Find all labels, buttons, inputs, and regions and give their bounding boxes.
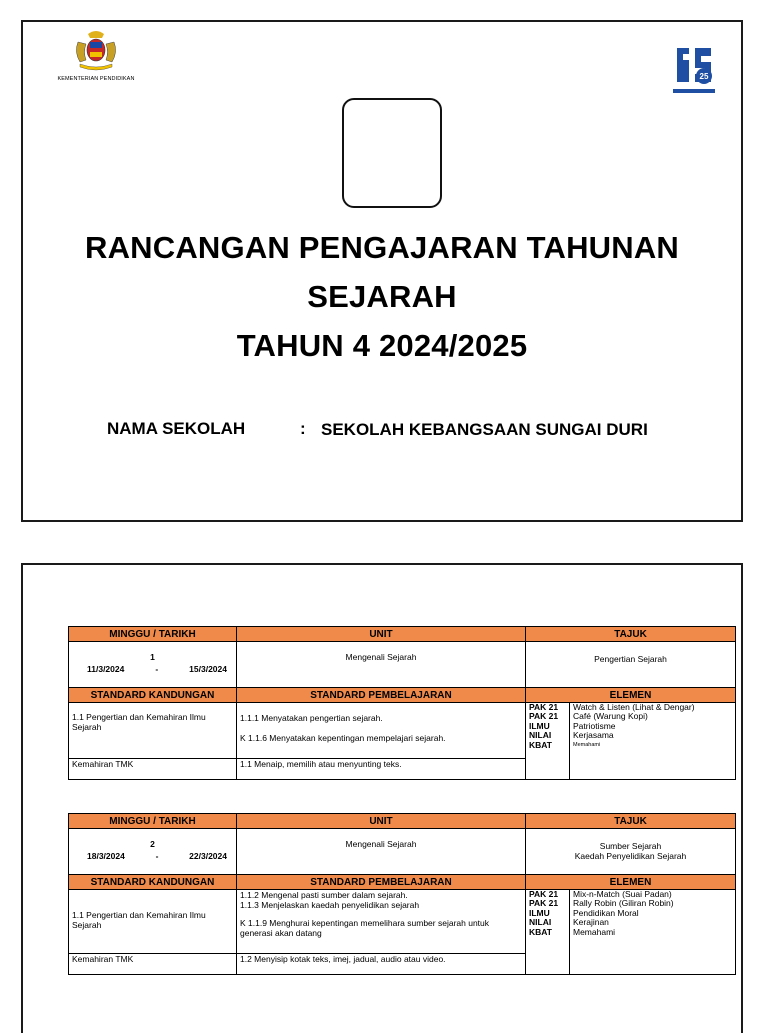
unit-text: Mengenali Sejarah [345, 652, 417, 662]
sp-cell [237, 890, 526, 954]
sp-tmk-cell [237, 758, 526, 779]
school-colon: : [300, 419, 306, 438]
element-value: Mix-n-Match (Suai Padan) [573, 889, 672, 899]
sp-tmk-text: 1.1 Menaip, memilih atau menyunting teks. [240, 758, 402, 769]
element-key: KBAT [529, 926, 552, 937]
sp-line: 1.1.1 Menyatakan pengertian sejarah. [240, 713, 383, 723]
week-number: 2 [150, 839, 155, 849]
unit-text: Mengenali Sejarah [345, 839, 417, 849]
header-tajuk: TAJUK [526, 627, 736, 642]
element-value: Watch & Listen (Lihat & Dengar) [573, 702, 695, 712]
tajuk-cell [526, 642, 736, 688]
element-key: ILMU [529, 720, 550, 731]
title-line-1: RANCANGAN PENGAJARAN TAHUNAN [84, 230, 680, 265]
week-date-cell [69, 829, 237, 875]
sp-line: 1.1.3 Menjelaskan kaedah penyelidikan sejarah [240, 900, 420, 910]
element-key: ILMU [529, 907, 550, 918]
element-value: Café (Warung Kopi) [573, 711, 648, 722]
element-value: Pendidikan Moral [573, 907, 639, 918]
week-table [68, 626, 736, 780]
sk-text: 1.1 Pengertian dan Kemahiran Ilmu Sejarah [72, 910, 206, 930]
element-value: Memahami [573, 741, 601, 748]
header-minggu: MINGGU / TARIKH [69, 627, 237, 642]
header-standard-pembelajaran: STANDARD PEMBELAJARAN [237, 875, 526, 890]
element-value: Rally Robin (Giliran Robin) [573, 898, 674, 909]
element-key: NILAI [529, 917, 552, 928]
sp-line: K 1.1.9 Menghurai kepentingan memelihara sumber sejarah untuk generasi akan datang [240, 918, 490, 938]
badge-number: 25 [699, 72, 709, 81]
unit-cell [237, 829, 526, 875]
header-minggu: MINGGU / TARIKH [69, 814, 237, 829]
tajuk-line: Pengertian Sejarah [594, 654, 667, 664]
anniversary-badge-icon [671, 42, 717, 96]
element-value: Patriotisme [573, 720, 616, 731]
start-date: 18/3/2024 [87, 851, 125, 861]
sp-line: K 1.1.6 Menyatakan kepentingan mempelajari sejarah. [240, 733, 446, 743]
element-key: NILAI [529, 730, 552, 741]
header-elemen: ELEMEN [526, 875, 736, 890]
header-elemen: ELEMEN [526, 688, 736, 703]
header-unit: UNIT [237, 627, 526, 642]
empty-rounded-frame [342, 98, 442, 208]
element-value: Memahami [573, 926, 616, 937]
header-unit: UNIT [237, 814, 526, 829]
week-table [68, 813, 736, 975]
sk-cell [69, 890, 237, 954]
plan-page [21, 563, 743, 1033]
element-key: PAK 21 [529, 889, 559, 899]
sk-tmk-text: Kemahiran TMK [72, 758, 134, 769]
element-key: KBAT [529, 739, 552, 750]
date-dash: - [155, 851, 159, 861]
element-key: PAK 21 [529, 711, 559, 722]
element-value: Kerajinan [573, 917, 609, 928]
end-date: 15/3/2024 [189, 664, 227, 674]
sp-tmk-cell [237, 953, 526, 974]
ministry-caption: KEMENTERIAN PENDIDIKAN [57, 76, 135, 82]
week-number: 1 [150, 652, 155, 662]
sp-line: 1.1.2 Mengenal pasti sumber dalam sejarah. [240, 890, 408, 900]
title-line-2: SEJARAH [307, 279, 457, 314]
sp-tmk-text: 1.2 Menyisip kotak teks, imej, jadual, audio atau video. [240, 953, 446, 964]
element-key: PAK 21 [529, 702, 559, 712]
elemen-cell [526, 703, 736, 780]
sk-cell [69, 703, 237, 759]
end-date: 22/3/2024 [189, 851, 227, 861]
date-dash: - [155, 664, 159, 674]
sk-text: 1.1 Pengertian dan Kemahiran Ilmu Sejarah [72, 712, 206, 732]
sk-tmk-cell [69, 953, 237, 974]
tajuk-cell [526, 829, 736, 875]
sk-tmk-cell [69, 758, 237, 779]
element-key: PAK 21 [529, 898, 559, 909]
header-standard-kandungan: STANDARD KANDUNGAN [69, 875, 237, 890]
title-line-3: TAHUN 4 2024/2025 [236, 328, 528, 363]
tajuk-line: Kaedah Penyelidikan Sejarah [574, 851, 687, 861]
tajuk-line: Sumber Sejarah [599, 841, 662, 851]
header-tajuk: TAJUK [526, 814, 736, 829]
header-standard-pembelajaran: STANDARD PEMBELAJARAN [237, 688, 526, 703]
ministry-logo [41, 28, 151, 82]
school-label: NAMA SEKOLAH [107, 419, 246, 438]
week-date-cell [69, 642, 237, 688]
unit-cell [237, 642, 526, 688]
header-standard-kandungan: STANDARD KANDUNGAN [69, 688, 237, 703]
start-date: 11/3/2024 [87, 664, 125, 674]
cover-page [21, 20, 743, 522]
coat-of-arms-icon [68, 28, 124, 72]
sp-cell [237, 703, 526, 759]
element-value: Kerjasama [573, 730, 614, 741]
school-name: SEKOLAH KEBANGSAAN SUNGAI DURI [321, 420, 648, 439]
elemen-cell [526, 890, 736, 975]
sk-tmk-text: Kemahiran TMK [72, 953, 134, 964]
